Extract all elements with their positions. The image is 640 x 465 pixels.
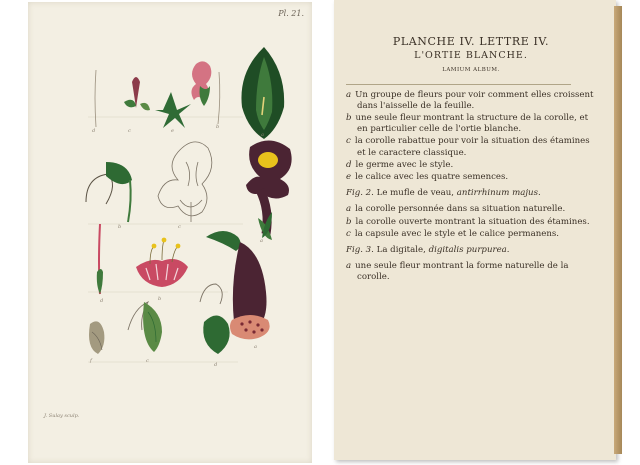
svg-text:f: f	[90, 358, 92, 364]
svg-text:b: b	[118, 224, 122, 230]
pink-open-flower-illustration	[136, 238, 188, 287]
svg-text:a: a	[254, 344, 257, 350]
svg-text:e: e	[171, 128, 174, 134]
plate-number: Pl. 21.	[278, 9, 304, 18]
fig2-label: Fig. 2.	[346, 188, 374, 199]
fig3-text: La digitale,	[376, 245, 426, 256]
seed-capsule-illustration	[89, 321, 104, 354]
title-rule	[346, 84, 571, 85]
planche-latin-name: LAMIUM ALBUM.	[442, 67, 500, 74]
text-page	[334, 0, 616, 460]
svg-text:d: d	[214, 362, 218, 368]
small-flower-parts-illustration	[95, 61, 220, 128]
fig2-heading	[346, 188, 596, 199]
entry-fig1-e: e le calice avec les quatre semences.	[346, 172, 509, 183]
entry-fig1-a: a Un groupe de fleurs pour voir comment elles croissent dans l'aisselle de la feuille.	[346, 89, 594, 111]
green-pod-illustration	[128, 302, 162, 352]
dark-green-pod-illustration	[200, 284, 230, 354]
fig2-entries	[346, 204, 596, 240]
plate-illustrations	[28, 2, 312, 463]
entry-fig2-c: c la capsule avec le style et le calice permanens.	[346, 228, 560, 239]
svg-text:d: d	[100, 298, 104, 304]
svg-text:c: c	[146, 358, 149, 364]
svg-text:d: d	[92, 128, 96, 134]
svg-text:a: a	[260, 238, 263, 244]
entry-fig1-c: c la corolle rabattue pour voir la situation des étamines et le caractere classique.	[346, 136, 590, 158]
green-calyx-illustration	[241, 47, 284, 139]
fig3-label: Fig. 3.	[346, 245, 374, 256]
svg-text:b: b	[158, 296, 162, 302]
planche-title: PLANCHE IV. LETTRE IV.	[392, 35, 550, 48]
green-bud-illustration	[86, 162, 132, 222]
fig3-heading	[346, 245, 596, 256]
svg-text:c: c	[128, 128, 131, 134]
fig3-entries	[346, 261, 596, 283]
entry-fig1-d: d le germe avec le style.	[346, 159, 454, 170]
entry-fig2-b: b la corolle ouverte montrant la situation des étamines.	[346, 216, 590, 227]
svg-text:a: a	[261, 132, 264, 138]
fig3-latin: digitalis purpurea.	[428, 245, 510, 256]
entry-fig3-a: a une seule fleur montrant la forme naturelle de la corolle.	[346, 261, 569, 283]
botanical-plate-page	[28, 2, 312, 463]
plate-description	[346, 36, 596, 285]
fig2-text: Le mufle de veau,	[376, 188, 455, 199]
fig2-latin: antirrhinum majus.	[456, 188, 541, 199]
entry-fig2-a: a la corolle personnée dans sa situation naturelle.	[346, 204, 566, 215]
thin-pink-stem-illustration	[97, 224, 103, 294]
dark-snapdragon-illustration	[246, 140, 292, 240]
engraver-signature: J. Sulay sculp.	[44, 413, 80, 419]
svg-text:b: b	[216, 124, 220, 130]
fig1-entries	[346, 90, 596, 184]
svg-text:c: c	[178, 224, 181, 230]
planche-subtitle: L'ORTIE BLANCHE.	[414, 50, 528, 62]
entry-fig1-b: b une seule fleur montrant la structure de la corolle, et en particulier celle de l'ortie blanche.	[346, 113, 589, 135]
outline-flower-illustration	[158, 142, 212, 222]
